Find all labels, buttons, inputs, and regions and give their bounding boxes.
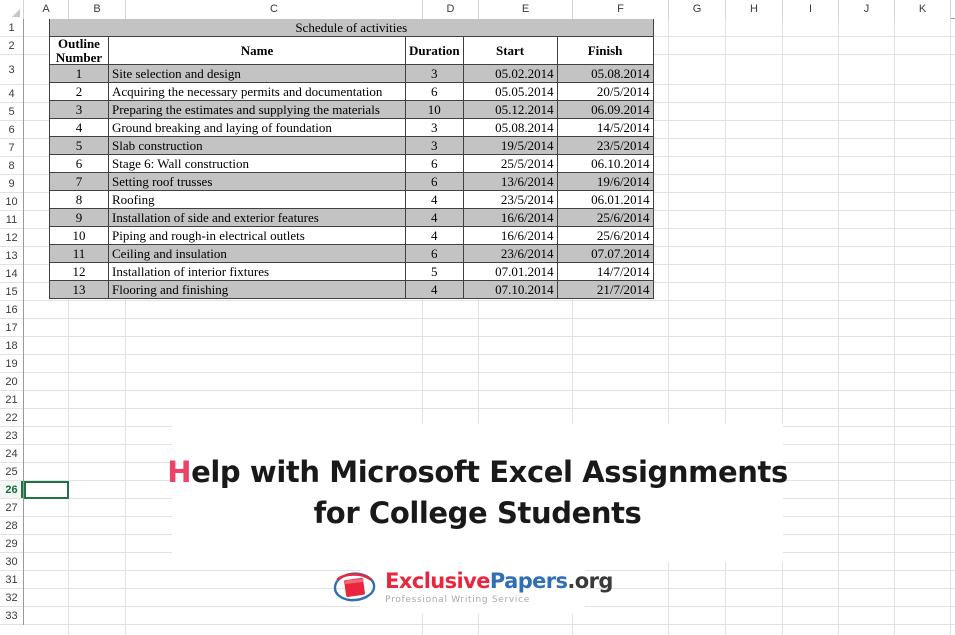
cell-finish-date[interactable]: 07.07.2014 — [557, 245, 653, 263]
table-row[interactable] — [50, 83, 654, 101]
promo-headline-line1 — [167, 452, 788, 493]
cell-outline-number[interactable]: 11 — [50, 245, 109, 263]
cell-duration[interactable]: 5 — [406, 263, 464, 281]
grid-line-horizontal — [24, 354, 955, 355]
table-row[interactable] — [50, 245, 654, 263]
cell-outline-number[interactable]: 10 — [50, 227, 109, 245]
column-header-h[interactable]: H — [726, 0, 783, 19]
row-header-9[interactable]: 9 — [0, 175, 23, 193]
grid-line-horizontal — [24, 390, 955, 391]
grid-line-vertical — [950, 19, 951, 635]
cell-activity-name[interactable]: Installation of side and exterior features — [109, 209, 406, 227]
table-row[interactable] — [50, 227, 654, 245]
cell-outline-number[interactable]: 4 — [50, 119, 109, 137]
cell-finish-date[interactable]: 20/5/2014 — [557, 83, 653, 101]
cell-activity-name[interactable]: Acquiring the necessary permits and documentation — [109, 83, 406, 101]
cell-duration[interactable]: 4 — [406, 227, 464, 245]
cell-finish-date[interactable]: 21/7/2014 — [557, 281, 653, 299]
cell-start-date[interactable]: 05.12.2014 — [463, 101, 557, 119]
cell-start-date[interactable]: 23/5/2014 — [463, 191, 557, 209]
cell-start-date[interactable]: 25/5/2014 — [463, 155, 557, 173]
promo-headline-line1-rest: elp with Microsoft Excel Assignments — [191, 454, 788, 489]
cell-finish-date[interactable]: 23/5/2014 — [557, 137, 653, 155]
column-header-e[interactable]: E — [479, 0, 573, 19]
cell-activity-name[interactable]: Ceiling and insulation — [109, 245, 406, 263]
column-header-j[interactable]: J — [839, 0, 895, 19]
logo-word-exclusive: Exclusive — [385, 569, 490, 593]
row-header-30[interactable]: 30 — [0, 553, 23, 571]
cell-finish-date[interactable]: 25/6/2014 — [557, 227, 653, 245]
column-header-i[interactable]: I — [783, 0, 839, 19]
grid-line-horizontal — [24, 372, 955, 373]
promo-accent-letter: H — [167, 454, 192, 489]
cell-activity-name[interactable]: Ground breaking and laying of foundation — [109, 119, 406, 137]
header-word-outline: Outline — [58, 36, 100, 51]
row-header-5[interactable]: 5 — [0, 103, 23, 121]
column-header-outline-number — [50, 37, 109, 65]
grid-line-horizontal — [24, 318, 955, 319]
promo-headline-line2: for College Students — [313, 496, 642, 530]
cell-outline-number[interactable]: 3 — [50, 101, 109, 119]
grid-line-horizontal — [24, 408, 955, 409]
table-row[interactable] — [50, 101, 654, 119]
row-header-27[interactable]: 27 — [0, 499, 23, 517]
cell-duration[interactable]: 6 — [406, 83, 464, 101]
row-header-7[interactable]: 7 — [0, 139, 23, 157]
table-body[interactable] — [50, 65, 654, 299]
row-header-13[interactable]: 13 — [0, 247, 23, 265]
table-row[interactable] — [50, 209, 654, 227]
row-header-18[interactable]: 18 — [0, 337, 23, 355]
row-header-29[interactable]: 29 — [0, 535, 23, 553]
grid-line-horizontal — [24, 300, 955, 301]
row-header-2[interactable]: 2 — [0, 37, 23, 55]
cell-activity-name[interactable]: Piping and rough-in electrical outlets — [109, 227, 406, 245]
cell-outline-number[interactable]: 6 — [50, 155, 109, 173]
logo-text-block — [385, 571, 613, 605]
cell-duration[interactable]: 6 — [406, 173, 464, 191]
table-row[interactable] — [50, 191, 654, 209]
cell-start-date[interactable]: 05.08.2014 — [463, 119, 557, 137]
cell-activity-name[interactable]: Preparing the estimates and supplying the materials — [109, 101, 406, 119]
row-header-4[interactable]: 4 — [0, 85, 23, 103]
row-header-25[interactable]: 25 — [0, 463, 23, 481]
row-header-19[interactable]: 19 — [0, 355, 23, 373]
cell-start-date[interactable]: 23/6/2014 — [463, 245, 557, 263]
cell-outline-number[interactable]: 8 — [50, 191, 109, 209]
logo-word-papers: Papers — [489, 569, 568, 593]
cell-duration[interactable]: 4 — [406, 191, 464, 209]
row-header-26[interactable]: 26 — [0, 481, 23, 499]
cell-outline-number[interactable]: 2 — [50, 83, 109, 101]
column-header-b[interactable]: B — [69, 0, 126, 19]
table-header-row — [50, 37, 654, 65]
column-header-c[interactable]: C — [126, 0, 423, 19]
cell-duration[interactable]: 3 — [406, 119, 464, 137]
row-header-14[interactable]: 14 — [0, 265, 23, 283]
column-header-bar[interactable] — [0, 0, 955, 19]
cell-start-date[interactable]: 19/5/2014 — [463, 137, 557, 155]
row-header-1[interactable]: 1 — [0, 19, 23, 37]
active-cell-outline[interactable] — [24, 481, 69, 499]
cell-start-date[interactable]: 05.05.2014 — [463, 83, 557, 101]
cell-duration[interactable]: 4 — [406, 209, 464, 227]
row-header-17[interactable]: 17 — [0, 319, 23, 337]
promo-banner — [167, 424, 788, 562]
row-header-22[interactable]: 22 — [0, 409, 23, 427]
table-row[interactable] — [50, 173, 654, 191]
cell-start-date[interactable]: 13/6/2014 — [463, 173, 557, 191]
cell-duration[interactable]: 4 — [406, 281, 464, 299]
cell-outline-number[interactable]: 13 — [50, 281, 109, 299]
column-header-f[interactable]: F — [573, 0, 669, 19]
column-header-d[interactable]: D — [423, 0, 479, 19]
grid-line-vertical — [894, 19, 895, 635]
cell-start-date[interactable]: 07.01.2014 — [463, 263, 557, 281]
cell-activity-name[interactable]: Stage 6: Wall construction — [109, 155, 406, 173]
cell-duration[interactable]: 6 — [406, 155, 464, 173]
cell-duration[interactable]: 6 — [406, 245, 464, 263]
table-row[interactable] — [50, 65, 654, 83]
row-header-10[interactable]: 10 — [0, 193, 23, 211]
table-row[interactable] — [50, 119, 654, 137]
row-header-bar[interactable] — [0, 19, 24, 625]
table-row[interactable] — [50, 137, 654, 155]
row-header-33[interactable]: 33 — [0, 607, 23, 625]
exclusivepapers-logo[interactable] — [360, 562, 613, 614]
row-header-3[interactable]: 3 — [0, 55, 23, 85]
column-header-a[interactable]: A — [24, 0, 69, 19]
column-header-k[interactable]: K — [895, 0, 951, 19]
cell-activity-name[interactable]: Slab construction — [109, 137, 406, 155]
cell-finish-date[interactable]: 14/7/2014 — [557, 263, 653, 281]
cell-start-date[interactable]: 16/6/2014 — [463, 227, 557, 245]
row-header-24[interactable]: 24 — [0, 445, 23, 463]
logo-wordmark — [385, 571, 613, 592]
cell-outline-number[interactable]: 12 — [50, 263, 109, 281]
cell-outline-number[interactable]: 1 — [50, 65, 109, 83]
table-row[interactable] — [50, 263, 654, 281]
cell-duration[interactable]: 3 — [406, 65, 464, 83]
row-header-28[interactable]: 28 — [0, 517, 23, 535]
cell-finish-date[interactable]: 06.09.2014 — [557, 101, 653, 119]
cell-finish-date[interactable]: 14/5/2014 — [557, 119, 653, 137]
cell-finish-date[interactable]: 19/6/2014 — [557, 173, 653, 191]
grid-line-horizontal — [24, 624, 955, 625]
row-header-16[interactable]: 16 — [0, 301, 23, 319]
grid-line-horizontal — [24, 336, 955, 337]
column-header-duration: Duration — [406, 37, 464, 65]
schedule-of-activities-table[interactable] — [49, 18, 654, 299]
cell-activity-name[interactable]: Site selection and design — [109, 65, 406, 83]
cell-finish-date[interactable]: 06.10.2014 — [557, 155, 653, 173]
column-header-name: Name — [109, 37, 406, 65]
cell-duration[interactable]: 10 — [406, 101, 464, 119]
row-header-11[interactable]: 11 — [0, 211, 23, 229]
cell-finish-date[interactable]: 05.08.2014 — [557, 65, 653, 83]
row-header-8[interactable]: 8 — [0, 157, 23, 175]
row-header-15[interactable]: 15 — [0, 283, 23, 301]
row-header-21[interactable]: 21 — [0, 391, 23, 409]
cell-start-date[interactable]: 05.02.2014 — [463, 65, 557, 83]
logo-word-org: .org — [567, 569, 613, 593]
table-title: Schedule of activities — [50, 19, 654, 37]
column-header-start: Start — [463, 37, 557, 65]
cell-activity-name[interactable]: Setting roof trusses — [109, 173, 406, 191]
cell-start-date[interactable]: 07.10.2014 — [463, 281, 557, 299]
cell-outline-number[interactable]: 5 — [50, 137, 109, 155]
row-header-32[interactable]: 32 — [0, 589, 23, 607]
logo-tagline: Professional Writing Service — [385, 595, 530, 605]
cell-outline-number[interactable]: 7 — [50, 173, 109, 191]
row-header-6[interactable]: 6 — [0, 121, 23, 139]
row-header-31[interactable]: 31 — [0, 571, 23, 589]
grid-line-vertical — [838, 19, 839, 635]
cell-activity-name[interactable]: Installation of interior fixtures — [109, 263, 406, 281]
column-header-g[interactable]: G — [669, 0, 726, 19]
select-all-button[interactable] — [0, 0, 24, 19]
cell-activity-name[interactable]: Roofing — [109, 191, 406, 209]
cell-finish-date[interactable]: 25/6/2014 — [557, 209, 653, 227]
book-orbit-logo-icon — [332, 570, 378, 606]
header-word-number: Number — [55, 49, 103, 65]
row-header-23[interactable]: 23 — [0, 427, 23, 445]
cell-outline-number[interactable]: 9 — [50, 209, 109, 227]
cell-finish-date[interactable]: 06.01.2014 — [557, 191, 653, 209]
row-header-20[interactable]: 20 — [0, 373, 23, 391]
table-title-row — [50, 19, 654, 37]
cell-start-date[interactable]: 16/6/2014 — [463, 209, 557, 227]
column-header-finish: Finish — [557, 37, 653, 65]
row-header-12[interactable]: 12 — [0, 229, 23, 247]
table-row[interactable] — [50, 155, 654, 173]
cell-activity-name[interactable]: Flooring and finishing — [109, 281, 406, 299]
table-row[interactable] — [50, 281, 654, 299]
select-all-triangle-icon — [12, 9, 20, 17]
cell-duration[interactable]: 3 — [406, 137, 464, 155]
